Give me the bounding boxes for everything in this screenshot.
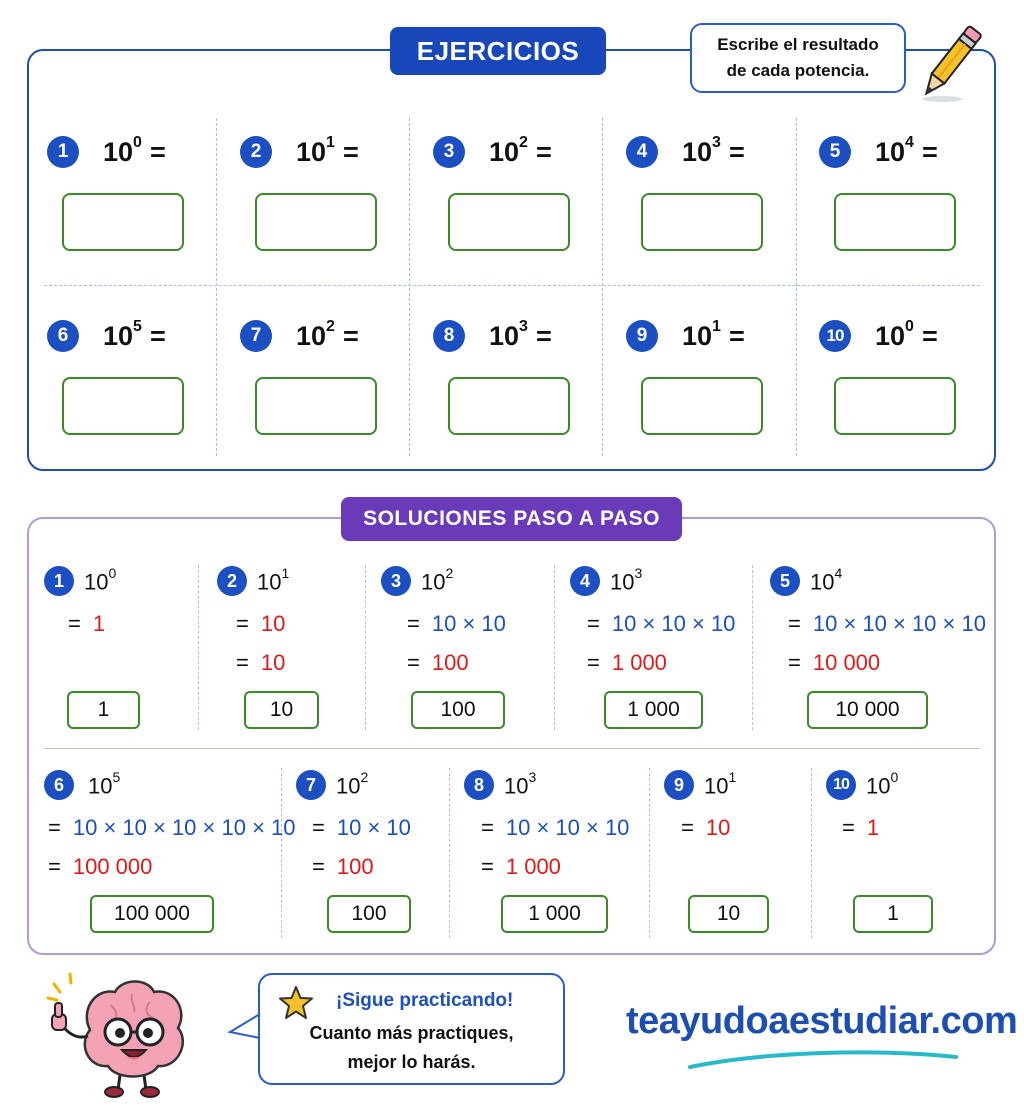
solution-exponent: 1 — [728, 769, 737, 785]
solution-number-badge: 5 — [770, 566, 800, 596]
footer-bubble-tail — [228, 1010, 262, 1040]
step-value: 10 — [705, 815, 731, 840]
solution-exponent: 2 — [445, 565, 454, 581]
solution-number-badge: 7 — [296, 770, 326, 800]
solution-exponent: 5 — [112, 769, 121, 785]
answer-input-box[interactable] — [448, 377, 570, 435]
solution-number-badge: 10 — [826, 770, 856, 800]
exercise-equals: = — [921, 137, 938, 167]
solution-number-badge: 4 — [570, 566, 600, 596]
solution-base: 10 — [704, 773, 729, 799]
exercise-exponent: 1 — [326, 134, 335, 151]
instruction-line-1: Escribe el resultado — [717, 35, 879, 54]
step-value: 1 — [92, 611, 106, 636]
solution-step — [587, 650, 667, 676]
exercise-base: 10 — [682, 321, 713, 351]
answer-input-box[interactable] — [641, 193, 763, 251]
exercise-equals: = — [342, 137, 359, 167]
exercise-number-badge: 4 — [626, 136, 658, 168]
step-value: 10 000 — [812, 650, 881, 675]
star-icon — [278, 985, 314, 1021]
solution-power — [704, 769, 737, 799]
exercise-base: 10 — [296, 137, 327, 167]
solution-step — [312, 854, 374, 880]
exercise-number-badge: 9 — [626, 320, 658, 352]
solution-column-divider — [752, 565, 753, 730]
solutions-panel — [27, 517, 996, 955]
solution-result-box: 1 — [853, 895, 933, 933]
exercise-exponent: 5 — [133, 318, 142, 335]
solution-column-divider — [554, 565, 555, 730]
step-value: 10 × 10 — [336, 815, 411, 840]
solution-power — [257, 565, 290, 595]
solution-column-divider — [198, 565, 199, 730]
solutions-row-divider — [44, 748, 980, 749]
exercise-number-badge: 3 — [433, 136, 465, 168]
solution-result-box: 1 — [67, 691, 140, 729]
solution-step — [681, 815, 730, 841]
solution-step — [312, 815, 411, 841]
exercise-equals: = — [728, 137, 745, 167]
solution-exponent: 0 — [108, 565, 117, 581]
solution-step — [481, 854, 561, 880]
step-value: 10 × 10 × 10 — [611, 611, 736, 636]
exercises-title: EJERCICIOS — [390, 27, 606, 75]
solution-power — [336, 769, 369, 799]
step-equals: = — [587, 611, 600, 636]
exercise-base: 10 — [682, 137, 713, 167]
step-value: 10 × 10 × 10 — [505, 815, 630, 840]
exercise-equals: = — [149, 321, 166, 351]
step-value: 1 000 — [505, 854, 561, 879]
exercise-exponent: 2 — [519, 134, 528, 151]
solution-power — [810, 565, 843, 595]
step-value: 1 000 — [611, 650, 667, 675]
answer-input-box[interactable] — [834, 193, 956, 251]
solution-exponent: 3 — [528, 769, 537, 785]
exercise-column-divider — [409, 118, 410, 456]
solution-column-divider — [281, 768, 282, 938]
encouragement-line-3: mejor lo harás. — [347, 1052, 476, 1072]
exercise-base: 10 — [489, 137, 520, 167]
step-equals: = — [236, 611, 249, 636]
solution-number-badge: 3 — [381, 566, 411, 596]
solution-exponent: 0 — [890, 769, 899, 785]
step-equals: = — [48, 854, 61, 879]
solution-base: 10 — [610, 569, 635, 595]
exercise-exponent: 2 — [326, 318, 335, 335]
solution-step — [481, 815, 629, 841]
solution-result-box: 100 — [327, 895, 411, 933]
step-value: 10 × 10 — [431, 611, 506, 636]
step-equals: = — [68, 611, 81, 636]
step-equals: = — [407, 611, 420, 636]
exercise-exponent: 0 — [133, 134, 142, 151]
exercise-equals: = — [342, 321, 359, 351]
solution-exponent: 2 — [360, 769, 369, 785]
exercise-base: 10 — [296, 321, 327, 351]
step-value: 1 — [866, 815, 880, 840]
answer-input-box[interactable] — [62, 193, 184, 251]
website-link[interactable]: teayudoaestudiar.com — [626, 1000, 1018, 1042]
exercise-exponent: 3 — [712, 134, 721, 151]
pencil-icon — [916, 20, 986, 105]
exercise-expression — [103, 134, 166, 168]
step-value: 10 — [260, 650, 286, 675]
exercise-number-badge: 5 — [819, 136, 851, 168]
exercise-exponent: 1 — [712, 318, 721, 335]
solution-step — [842, 815, 879, 841]
exercise-number-badge: 8 — [433, 320, 465, 352]
exercise-number-badge: 10 — [819, 320, 851, 352]
exercise-base: 10 — [103, 321, 134, 351]
exercise-expression — [296, 318, 359, 352]
solution-base: 10 — [84, 569, 109, 595]
exercise-expression — [682, 134, 745, 168]
exercise-number-badge: 7 — [240, 320, 272, 352]
step-value: 10 × 10 × 10 × 10 × 10 — [72, 815, 296, 840]
solution-base: 10 — [504, 773, 529, 799]
solution-column-divider — [649, 768, 650, 938]
exercise-equals: = — [535, 137, 552, 167]
step-value: 100 — [431, 650, 469, 675]
exercise-base: 10 — [103, 137, 134, 167]
solution-result-box: 10 000 — [807, 691, 928, 729]
step-value: 100 — [336, 854, 374, 879]
step-equals: = — [236, 650, 249, 675]
exercise-expression — [296, 134, 359, 168]
encouragement-line-2: Cuanto más practiques, — [309, 1023, 514, 1043]
answer-input-box[interactable] — [834, 377, 956, 435]
exercise-column-divider — [796, 118, 797, 456]
encouragement-title: ¡Sigue practicando! — [336, 990, 514, 1011]
instruction-bubble — [690, 23, 906, 93]
solution-power — [421, 565, 454, 595]
solution-number-badge: 9 — [664, 770, 694, 800]
solution-result-box: 10 — [688, 895, 769, 933]
solution-step — [788, 650, 880, 676]
solution-base: 10 — [336, 773, 361, 799]
solution-exponent: 3 — [634, 565, 643, 581]
solution-step — [407, 650, 469, 676]
solutions-title: SOLUCIONES PASO A PASO — [341, 497, 682, 541]
solution-step — [48, 815, 296, 841]
solution-power — [866, 769, 899, 799]
exercise-column-divider — [602, 118, 603, 456]
solution-base: 10 — [810, 569, 835, 595]
website-underline-swoosh — [688, 1045, 958, 1075]
solution-base: 10 — [866, 773, 891, 799]
solution-number-badge: 8 — [464, 770, 494, 800]
solution-number-badge: 6 — [44, 770, 74, 800]
solution-result-box: 10 — [244, 691, 319, 729]
solution-step — [788, 611, 986, 637]
exercise-base: 10 — [875, 321, 906, 351]
step-value: 10 × 10 × 10 × 10 — [812, 611, 986, 636]
exercise-equals: = — [921, 321, 938, 351]
exercise-column-divider — [216, 118, 217, 456]
exercise-exponent: 4 — [905, 134, 914, 151]
solution-step — [407, 611, 506, 637]
step-value: 10 — [260, 611, 286, 636]
exercise-expression — [875, 134, 938, 168]
exercise-equals: = — [149, 137, 166, 167]
step-equals: = — [48, 815, 61, 840]
exercise-expression — [103, 318, 166, 352]
step-value: 100 000 — [72, 854, 153, 879]
step-equals: = — [842, 815, 855, 840]
step-equals: = — [681, 815, 694, 840]
solution-number-badge: 2 — [217, 566, 247, 596]
solution-power — [610, 565, 643, 595]
exercise-number-badge: 6 — [47, 320, 79, 352]
solution-power — [504, 769, 537, 799]
step-equals: = — [312, 815, 325, 840]
exercise-expression — [682, 318, 745, 352]
solution-step — [68, 611, 105, 637]
answer-input-box[interactable] — [62, 377, 184, 435]
answer-input-box[interactable] — [641, 377, 763, 435]
step-equals: = — [312, 854, 325, 879]
solution-power — [84, 565, 117, 595]
solution-step — [48, 854, 152, 880]
solution-column-divider — [811, 768, 812, 938]
solution-exponent: 1 — [281, 565, 290, 581]
answer-input-box[interactable] — [255, 377, 377, 435]
exercise-equals: = — [728, 321, 745, 351]
solution-column-divider — [365, 565, 366, 730]
solution-column-divider — [449, 768, 450, 938]
solution-number-badge: 1 — [44, 566, 74, 596]
exercise-number-badge: 2 — [240, 136, 272, 168]
step-equals: = — [481, 815, 494, 840]
answer-input-box[interactable] — [448, 193, 570, 251]
exercise-exponent: 0 — [905, 318, 914, 335]
exercise-number-badge: 1 — [47, 136, 79, 168]
exercise-row-divider — [44, 285, 980, 286]
step-equals: = — [481, 854, 494, 879]
answer-input-box[interactable] — [255, 193, 377, 251]
solution-result-box: 100 — [411, 691, 505, 729]
solution-power — [88, 769, 121, 799]
solution-base: 10 — [88, 773, 113, 799]
solution-result-box: 1 000 — [501, 895, 608, 933]
solution-base: 10 — [257, 569, 282, 595]
exercise-equals: = — [535, 321, 552, 351]
solution-exponent: 4 — [834, 565, 843, 581]
solution-result-box: 100 000 — [90, 895, 214, 933]
solution-step — [236, 611, 285, 637]
exercise-base: 10 — [489, 321, 520, 351]
step-equals: = — [587, 650, 600, 675]
instruction-line-2: de cada potencia. — [726, 61, 870, 80]
exercise-base: 10 — [875, 137, 906, 167]
solution-step — [236, 650, 285, 676]
exercise-expression — [875, 318, 938, 352]
step-equals: = — [407, 650, 420, 675]
solution-step — [587, 611, 735, 637]
exercise-expression — [489, 318, 552, 352]
step-equals: = — [788, 611, 801, 636]
solution-base: 10 — [421, 569, 446, 595]
solution-result-box: 1 000 — [604, 691, 703, 729]
exercise-expression — [489, 134, 552, 168]
step-equals: = — [788, 650, 801, 675]
exercise-exponent: 3 — [519, 318, 528, 335]
brain-mascot-icon — [40, 970, 220, 1100]
